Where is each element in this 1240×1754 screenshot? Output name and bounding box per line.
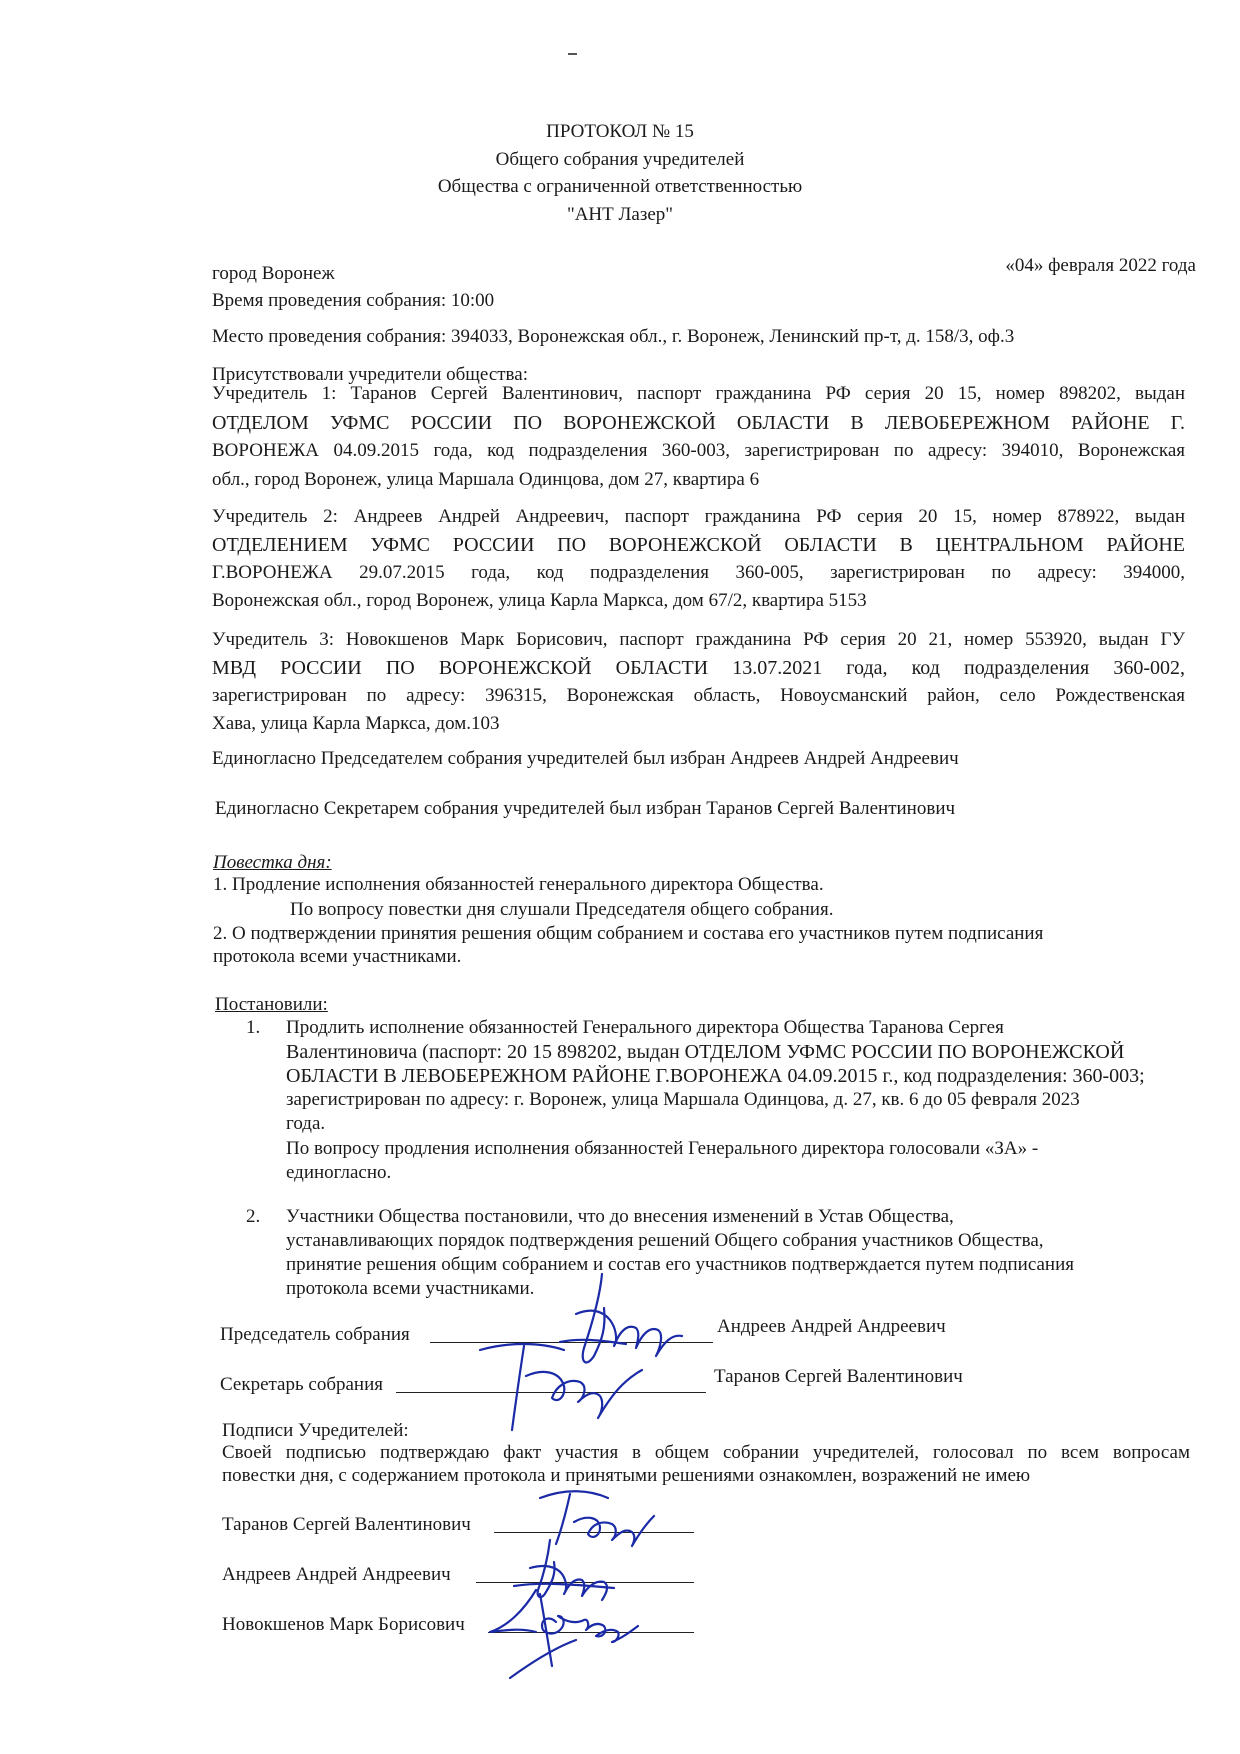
agenda-heading: Повестка дня:	[213, 852, 332, 873]
founder-3-line: зарегистрирован по адресу: 396315, Воронежская область, Новоусманский район, село Рождественская	[212, 685, 1185, 706]
founder-3-line: МВД РОССИИ ПО ВОРОНЕЖСКОЙ ОБЛАСТИ 13.07.2021 года, код подразделения 360-002,	[212, 657, 1185, 679]
founder-1-signature-label: Таранов Сергей Валентинович	[222, 1514, 471, 1535]
company-name: "АНТ Лазер"	[566, 204, 674, 225]
founders-signatures-heading: Подписи Учредителей:	[222, 1420, 409, 1441]
document-title: ПРОТОКОЛ № 15	[546, 121, 694, 142]
founder-3-signature	[480, 1586, 660, 1686]
scan-mark	[568, 53, 577, 55]
founder-3-line: Учредитель 3: Новокшенов Марк Борисович, паспорт гражданина РФ серия 20 21, номер 553920, выдан ГУ	[212, 629, 1185, 650]
resolution-2-line: принятие решения общим собранием и состав его участников подтверждается путем подписания	[286, 1254, 1075, 1275]
agenda-item-2-cont: протокола всеми участниками.	[213, 946, 462, 967]
resolved-heading: Постановили:	[215, 994, 328, 1015]
secretary-label: Секретарь собрания	[220, 1374, 383, 1395]
resolution-1-line: По вопросу продления исполнения обязанностей Генерального директора голосовали «ЗА» -	[286, 1138, 1039, 1159]
date: «04» февраля 2022 года	[1005, 255, 1196, 276]
agenda-item-2: 2. О подтверждении принятия решения общим собранием и состава его участников путем подписания	[213, 923, 1044, 944]
resolution-1-line: единогласно.	[286, 1162, 392, 1183]
resolution-1-line: ОБЛАСТИ В ЛЕВОБЕРЕЖНОМ РАЙОНЕ Г.ВОРОНЕЖА 04.09.2015 г., код подразделения: 360-003;	[286, 1065, 1145, 1087]
secretary-election: Единогласно Секретарем собрания учредителей был избран Таранов Сергей Валентинович	[215, 798, 956, 819]
founder-1-line: ВОРОНЕЖА 04.09.2015 года, код подразделения 360-003, зарегистрирован по адресу: 394010, Воронежская	[212, 440, 1185, 461]
city: город Воронеж	[212, 263, 335, 284]
founder-2-line: Учредитель 2: Андреев Андрей Андреевич, паспорт гражданина РФ серия 20 15, номер 878922, выдан	[212, 506, 1185, 527]
resolution-2-line: протокола всеми участниками.	[286, 1278, 535, 1299]
header-line-3: Общества с ограниченной ответственностью	[437, 176, 803, 197]
attendees-heading: Присутствовали учредители общества:	[212, 364, 528, 385]
resolution-1-number: 1.	[246, 1017, 261, 1038]
founder-2-signature-label: Андреев Андрей Андреевич	[222, 1564, 451, 1585]
meeting-time: Время проведения собрания: 10:00	[212, 290, 495, 311]
founder-3-line: Хава, улица Карла Маркса, дом.103	[212, 713, 500, 734]
founder-2-line: Г.ВОРОНЕЖА 29.07.2015 года, код подразделения 360-005, зарегистрирован по адресу: 394000,	[212, 562, 1185, 583]
resolution-2-line: Участники Общества постановили, что до внесения изменений в Устав Общества,	[286, 1206, 954, 1227]
founder-3-signature-label: Новокшенов Марк Борисович	[222, 1614, 465, 1635]
meeting-place: Место проведения собрания: 394033, Воронежская обл., г. Воронеж, Ленинский пр-т, д. 158/3, оф.3	[212, 326, 1015, 347]
secretary-name: Таранов Сергей Валентинович	[714, 1366, 963, 1387]
founder-2-line: Воронежская обл., город Воронеж, улица Карла Маркса, дом 67/2, квартира 5153	[212, 590, 867, 611]
resolution-2-line: устанавливающих порядок подтверждения решений Общего собрания участников Общества,	[286, 1230, 1044, 1251]
chairman-election: Единогласно Председателем собрания учредителей был избран Андреев Андрей Андреевич	[212, 748, 959, 769]
header-line-2: Общего собрания учредителей	[495, 149, 745, 170]
founder-1-line: обл., город Воронеж, улица Маршала Одинцова, дом 27, квартира 6	[212, 469, 760, 490]
founder-1-line: ОТДЕЛОМ УФМС РОССИИ ПО ВОРОНЕЖСКОЙ ОБЛАСТИ В ЛЕВОБЕРЕЖНОМ РАЙОНЕ Г.	[212, 412, 1185, 434]
founder-2-line: ОТДЕЛЕНИЕМ УФМС РОССИИ ПО ВОРОНЕЖСКОЙ ОБЛАСТИ В ЦЕНТРАЛЬНОМ РАЙОНЕ	[212, 534, 1185, 556]
confirmation-text: Своей подписью подтверждаю факт участия в общем собрании учредителей, голосовал по всем вопросам	[222, 1442, 1190, 1463]
resolution-1-line: зарегистрирован по адресу: г. Воронеж, улица Маршала Одинцова, д. 27, кв. 6 до 05 февраля 2023	[286, 1089, 1080, 1110]
founder-1-line: Учредитель 1: Таранов Сергей Валентинович, паспорт гражданина РФ серия 20 15, номер 898202, выдан	[212, 383, 1185, 404]
chairman-name: Андреев Андрей Андреевич	[717, 1316, 946, 1337]
confirmation-text-cont: повестки дня, с содержанием протокола и принятыми решениями ознакомлен, возражений не имею	[222, 1465, 1031, 1486]
chairman-label: Председатель собрания	[220, 1324, 410, 1345]
secretary-signature	[460, 1332, 650, 1442]
agenda-item-1-note: По вопросу повестки дня слушали Председателя общего собрания.	[290, 899, 834, 920]
resolution-1-line: года.	[286, 1113, 326, 1134]
resolution-1-line: Продлить исполнение обязанностей Генерального директора Общества Таранова Сергея	[286, 1017, 1004, 1038]
resolution-2-number: 2.	[246, 1206, 261, 1227]
agenda-item-1: 1. Продление исполнения обязанностей генерального директора Общества.	[213, 874, 824, 895]
resolution-1-line: Валентиновича (паспорт: 20 15 898202, выдан ОТДЕЛОМ УФМС РОССИИ ПО ВОРОНЕЖСКОЙ	[286, 1041, 1125, 1063]
